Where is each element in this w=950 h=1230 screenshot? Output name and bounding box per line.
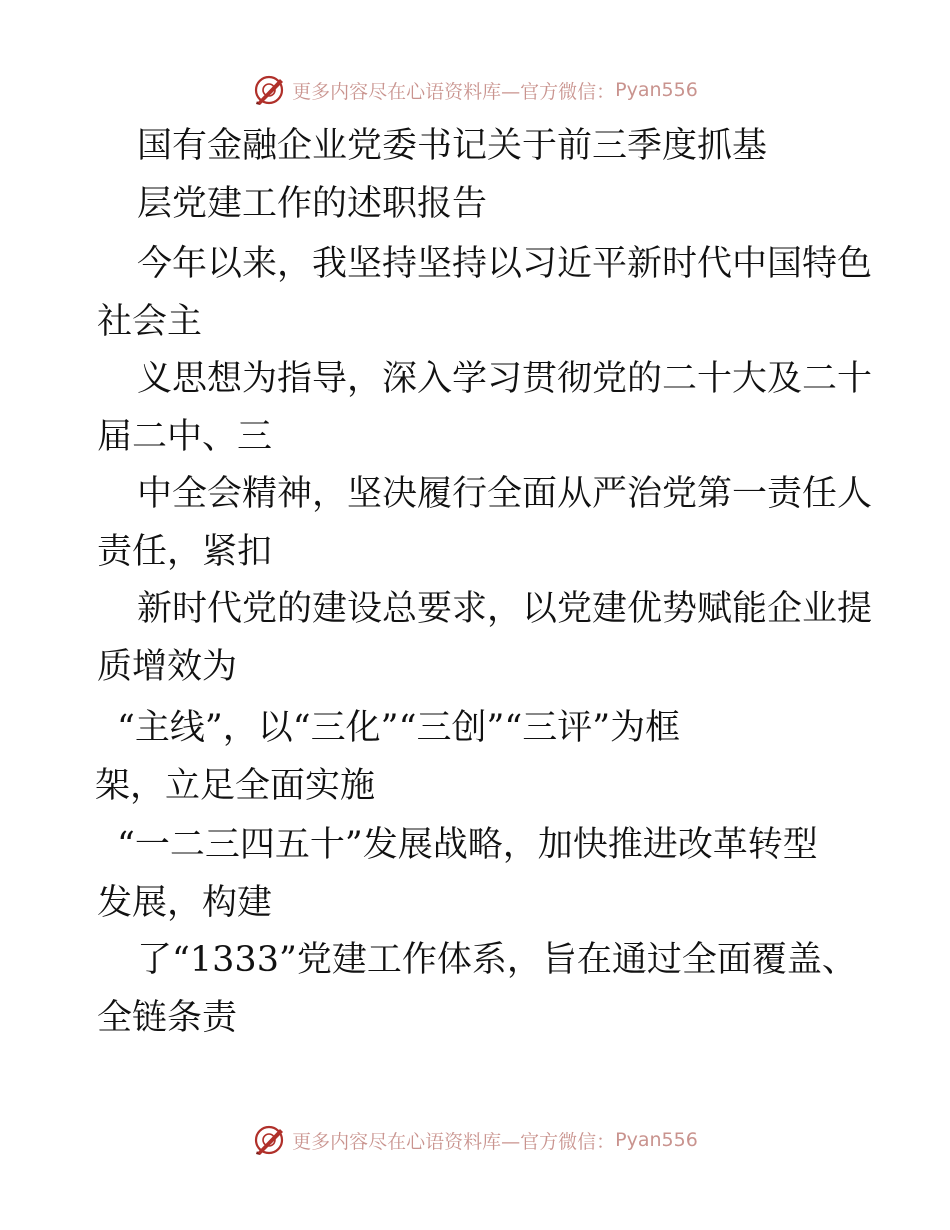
paragraph-line: 社会主 [97,302,203,342]
header-watermark [0,70,950,110]
paragraph-line: 届二中、三 [97,417,273,457]
paragraph-line: 质增效为 [97,647,238,687]
pen-logo-icon [252,73,286,107]
watermark-wechat-id: Pyan556 [615,79,698,101]
watermark-wechat-id: Pyan556 [615,1129,698,1151]
paragraph-line: 全链条责 [97,998,238,1038]
paragraph-line: 中全会精神，坚决履行全面从严治党第一责任人 [137,474,873,514]
document-title-line-1: 国有金融企业党委书记关于前三季度抓基 [137,126,768,166]
footer-watermark [0,1120,950,1160]
paragraph-line: 新时代党的建设总要求，以党建优势赋能企业提 [137,589,873,629]
paragraph-line: 今年以来，我坚持坚持以习近平新时代中国特色 [137,244,873,284]
paragraph-line: 发展，构建 [97,883,273,923]
watermark-text: 更多内容尽在心语资料库—官方微信： [292,80,616,103]
paragraph-line: 责任，紧扣 [97,532,273,572]
paragraph-line: 了“1333”党建工作体系，旨在通过全面覆盖、 [137,940,857,980]
document-title-line-2: 层党建工作的述职报告 [137,184,488,224]
paragraph-line: “主线”，以“三化”“三创”“三评”为框 [117,708,681,748]
paragraph-line: 架，立足全面实施 [95,766,376,806]
paragraph-line: “一二三四五十”发展战略，加快推进改革转型 [117,825,818,865]
pen-logo-icon [252,1123,286,1157]
paragraph-line: 义思想为指导，深入学习贯彻党的二十大及二十 [137,359,873,399]
watermark-text: 更多内容尽在心语资料库—官方微信： [292,1130,616,1153]
